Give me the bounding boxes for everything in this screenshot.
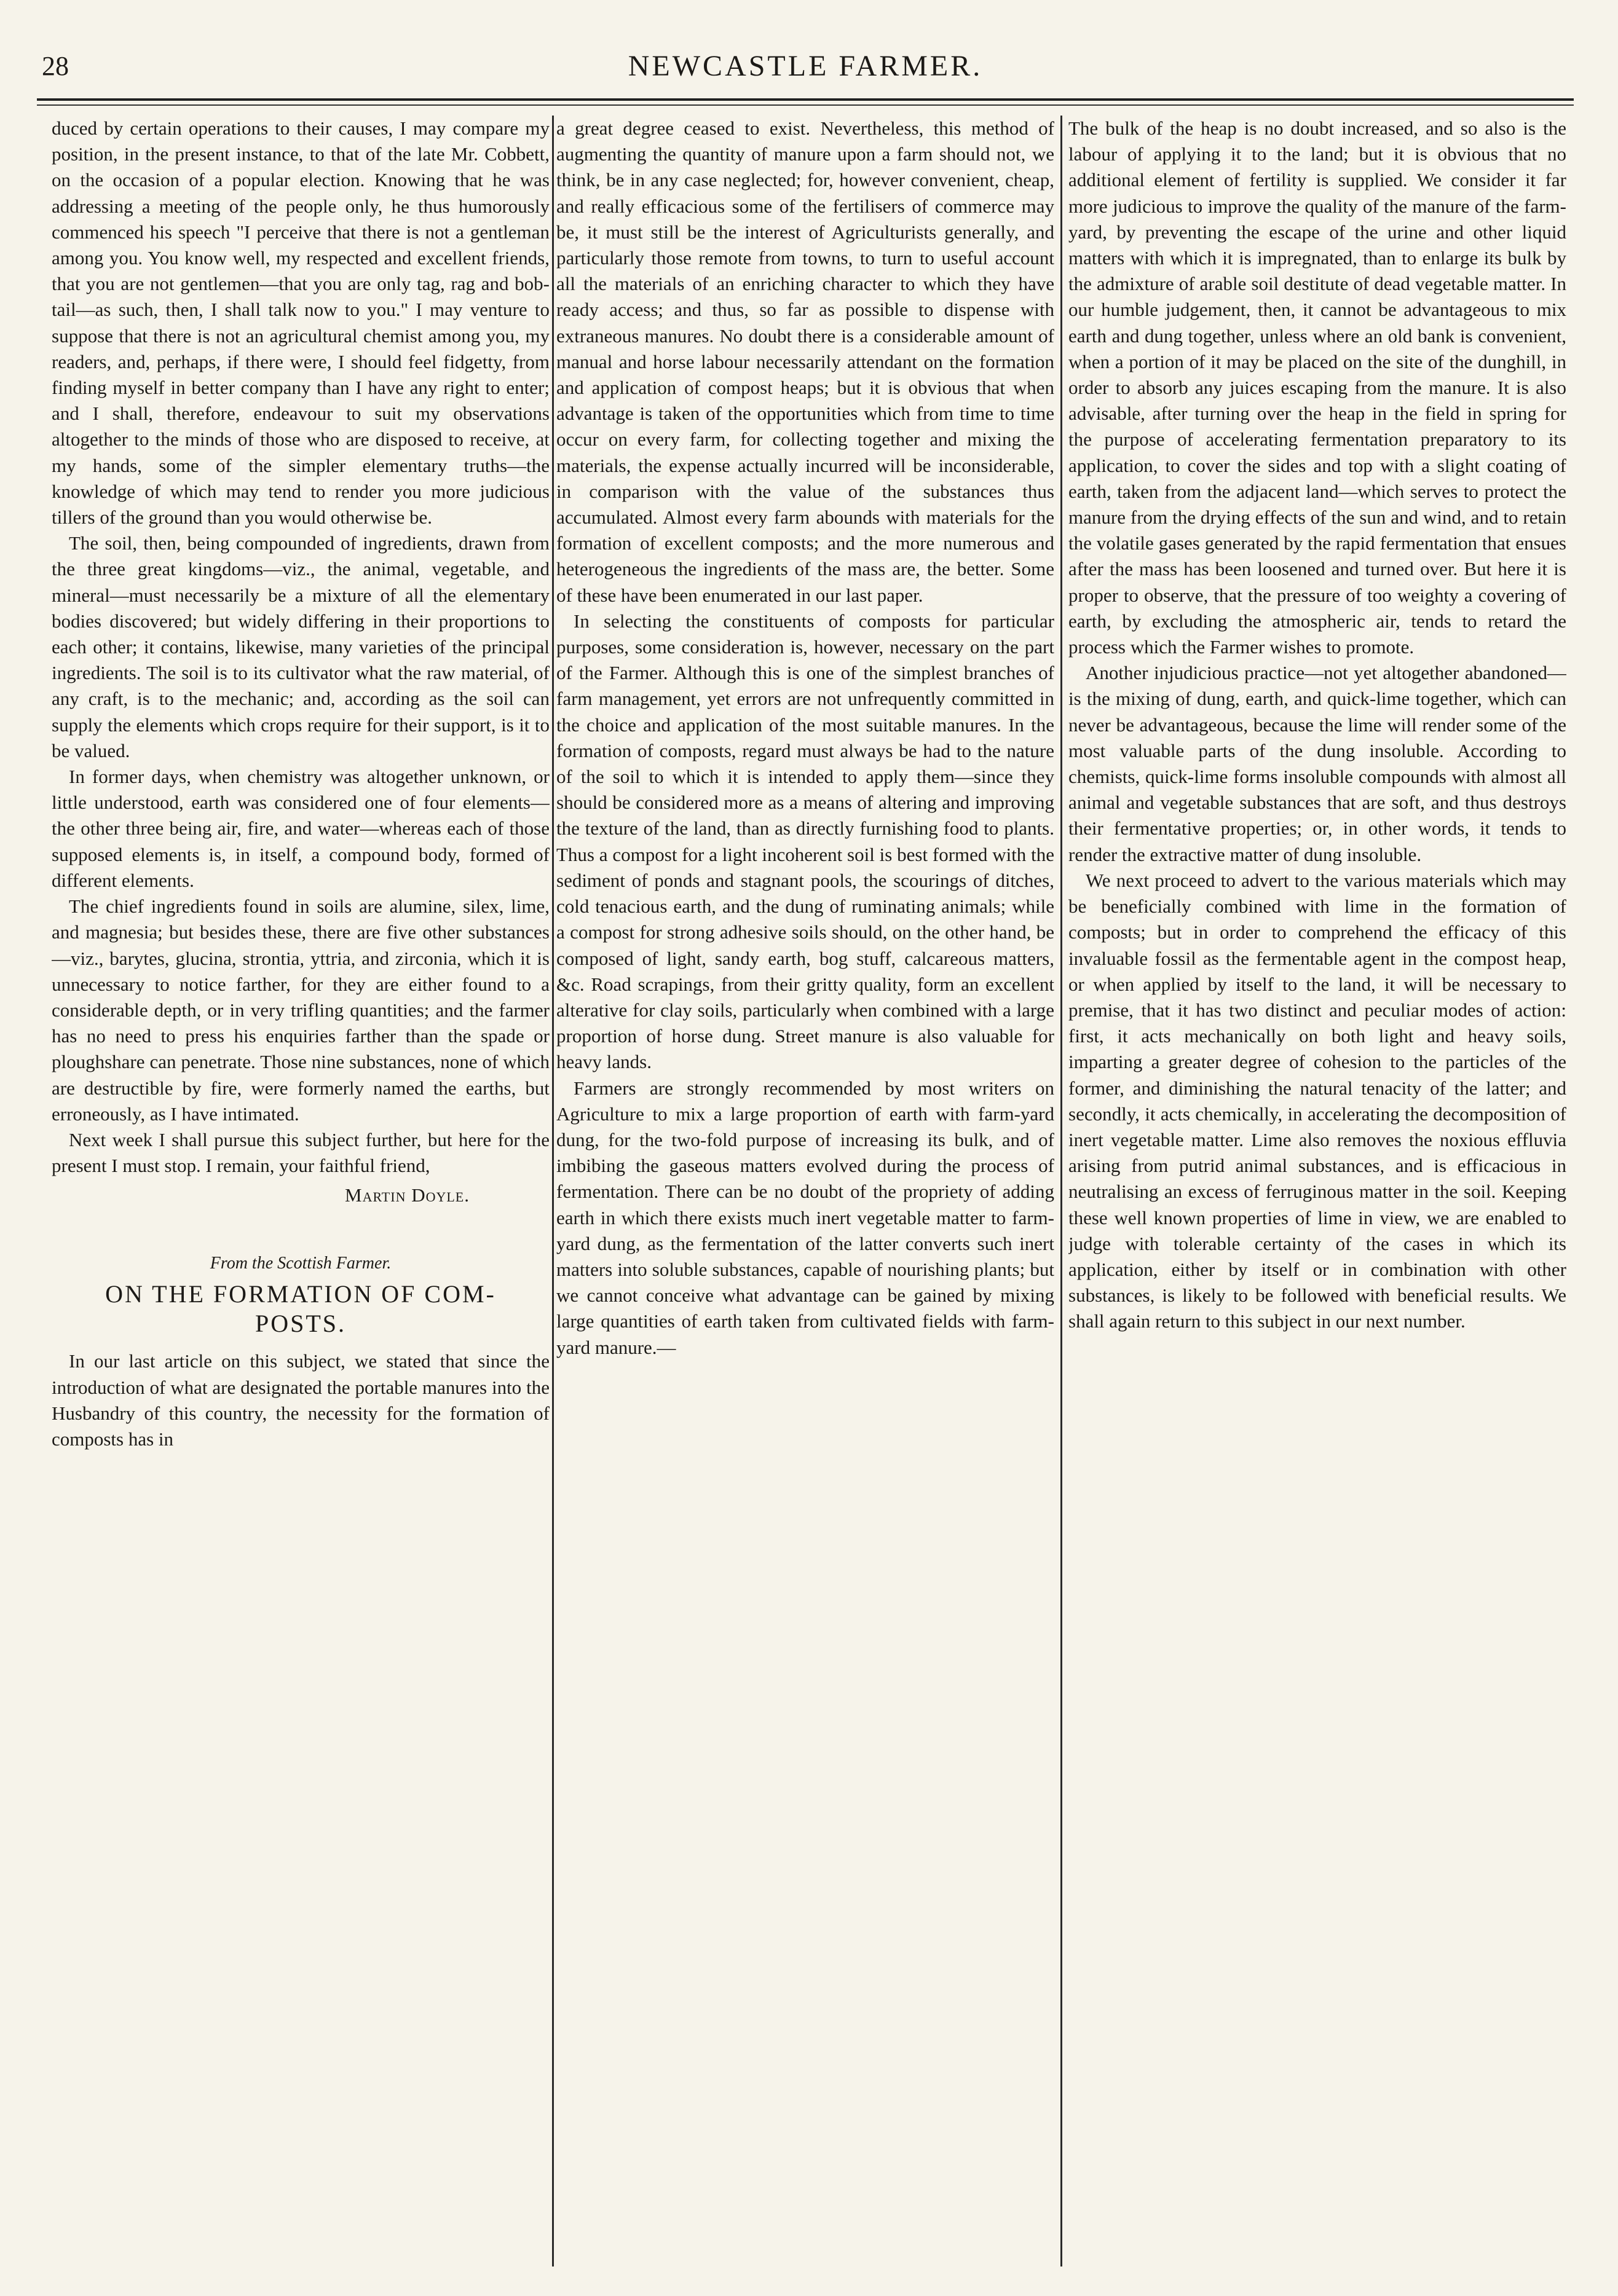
paragraph: Farmers are strongly recommended by most writers on Agriculture to mix a large proportion of earth with farm-yard dung, for the two-fold purpose of increasing its bulk, and of imbibing the gaseous matters evolved during the process of fermentation. There can be no doubt of the propriety of adding earth in which there exists much inert vegetable matter to farm-yard dung, as the fermentation of the latter converts such inert matters into soluble substances, capable of nourishing plants; but we cannot conceive what advantage can be gained by mixing large quantities of earth taken from cultivated fields with farm-yard manure.— xyxy=(556,1077,1054,1358)
article-title xyxy=(52,1280,550,1339)
header-rule-thin xyxy=(37,104,1574,106)
paragraph: The bulk of the heap is no doubt increased, and so also is the labour of applying it to the land; but it is obvious that no additional element of fertility is supplied. We consider it far more judicious to improve the quality of the manure of the farm-yard, by preventing the escape of the urine and other liquid matters with which it is impregnated, than to enlarge its bulk by the admixture of arable soil destitute of dead vegetable matter. In our humble judgement, then, it cannot be advantageous to mix earth and dung together, unless where an old bank is convenient, when a portion of it may be placed on the site of the dunghill, in order to absorb any juices escaping from the manure. It is also advisable, after turning over the heap in the field in spring for the purpose of accelerating fermentation preparatory to its application, to cover the sides and top with a slight coating of earth, taken from the adjacent land—which serves to protect the manure from the drying effects of the sun and wind, and to retain the volatile gases generated by the rapid fermentation that ensues after the mass has been loosened and turned over. But here it is proper to observe, that the pressure of too weighty a covering of earth, by excluding the atmospheric air, tends to retard the process which the Farmer wishes to promote. xyxy=(1068,117,1566,658)
paragraph: Another injudicious practice—not yet altogether abandoned—is the mixing of dung, earth, and quick-lime together, which can never be advantageous, because the lime will render some of the most valuable parts of the dung insoluble. According to chemists, quick-lime forms insoluble compounds with almost all animal and vegetable substances that are soft, and thus destroys their fermentative properties; or, in other words, it tends to render the extractive matter of dung insoluble. xyxy=(1068,662,1566,865)
column-divider-1 xyxy=(552,116,554,2267)
author-signature: Martin Doyle. xyxy=(345,1184,470,1206)
column-2 xyxy=(556,116,1054,2267)
column-divider-2 xyxy=(1060,116,1062,2267)
paragraph: Next week I shall pursue this subject further, but here for the present I must stop. I remain, your faithful friend, xyxy=(52,1128,550,1177)
running-title: NEWCASTLE FARMER. xyxy=(628,50,983,82)
header-rule xyxy=(37,98,1574,101)
paragraph: In former days, when chemistry was altogether unknown, or little understood, earth was considered one of four elements—the other three being air, fire, and water—whereas each of those supposed elements is, in itself, a compound body, formed of different elements. xyxy=(52,766,550,891)
paragraph: duced by certain operations to their causes, I may compare my position, in the present instance, to that of the late Mr. Cobbett, on the occasion of a popular election. Knowing that he was addressing a meeting of the people only, he thus humorously commenced his speech "I perceive that there is not a gentleman among you. You know well, my respected and excellent friends, that you are not gentlemen—that you are only tag, rag and bob-tail—as such, then, I shall talk now to you." I may venture to suppose that there is not an agricultural chemist among you, my readers, and, perhaps, if there were, I should feel fidgetty, from finding myself in better company than I have any right to enter; and I shall, therefore, endeavour to suit my observations altogether to the minds of those who are disposed to receive, at my hands, some of the simpler elementary truths—the knowledge of which may tend to render you more judicious tillers of the ground than you would otherwise be. xyxy=(52,117,550,529)
paragraph: a great degree ceased to exist. Nevertheless, this method of augmenting the quantity of manure upon a farm should not, we think, be in any case neglected; for, however convenient, cheap, and really efficacious some of the fertilisers of commerce may be, it must still be the interest of Agriculturists generally, and particularly those remote from towns, to turn to useful account all the materials of an enriching character to which they have ready access; and thus, so far as possible to dispense with extraneous manures. No doubt there is a considerable amount of manual and horse labour necessarily attendant on the formation and application of compost heaps; but it is obvious that when advantage is taken of the opportunities which from time to time occur on every farm, for collecting together and mixing the materials, the expense actually incurred will be inconsiderable, in comparison with the value of the substances thus accumulated. Almost every farm abounds with materials for the formation of excellent composts; and the more numerous and heterogeneous the ingredients of the mass are, the better. Some of these have been enumerated in our last paper. xyxy=(556,117,1054,606)
column-1 xyxy=(52,116,550,2267)
paragraph: In our last article on this subject, we stated that since the introduction of what are designated the portable manures into the Husbandry of this country, the necessity for the formation of composts has in xyxy=(52,1350,550,1450)
page-number: 28 xyxy=(42,51,69,81)
paragraph: In selecting the constituents of composts for particular purposes, some consideration is, however, necessary on the part of the Farmer. Although this is one of the simplest branches of farm management, yet errors are not unfrequently committed in the choice and application of the most suitable manures. In the formation of composts, regard must always be had to the nature of the soil to which it is intended to apply them—since they should be considered more as a means of altering and improving the texture of the land, than as directly furnishing food to plants. Thus a compost for a light incoherent soil is best formed with the sediment of ponds and stagnant pools, the scourings of ditches, cold tenacious earth, and the dung of ruminating animals; while a compost for strong adhesive soils should, on the other hand, be composed of light, sandy earth, bog stuff, calcareous matters, &c. Road scrapings, from their gritty quality, form an excellent alterative for clay soils, particularly when combined with a large proportion of horse dung. Street manure is also valuable for heavy lands. xyxy=(556,610,1054,1073)
paragraph: The chief ingredients found in soils are alumine, silex, lime, and magnesia; but besides these, there are five other substances—viz., barytes, glucina, strontia, yttria, and zirconia, which it is unnecessary to notice farther, for they are either found to a considerable depth, or in very trifling quantities; and the farmer has no need to press his enquiries farther than the spade or ploughshare can penetrate. Those nine substances, none of which are destructible by fire, were formerly named the earths, but erroneously, as I have intimated. xyxy=(52,895,550,1125)
column-3 xyxy=(1068,116,1566,2267)
article-source: From the Scottish Farmer. xyxy=(210,1254,392,1273)
article-title-line-1: ON THE FORMATION OF COM- xyxy=(105,1280,496,1308)
page-header xyxy=(37,44,1574,96)
paragraph: We next proceed to advert to the various materials which may be beneficially combined with lime in the formation of composts; but in order to comprehend the efficacy of this invaluable fossil as the fermentable agent in the compost heap, or when applied by itself to the land, it will be necessary to premise, that it has two distinct and peculiar modes of action: first, it acts mechanically on both light and heavy soils, imparting a greater degree of cohesion to the particles of the former, and diminishing the natural tenacity of the latter; and secondly, it acts chemically, in accelerating the decomposition of inert vegetable matter. Lime also removes the noxious effluvia arising from putrid animal substances, and is efficacious in neutralising an excess of ferruginous matter in the soil. Keeping these well known properties of lime in view, we are enabled to judge with tolerable certainty of the cases in which its application, either by itself or in combination with other substances, is likely to be followed with beneficial results. We shall again return to this subject in our next number. xyxy=(1068,869,1566,1332)
paragraph: The soil, then, being compounded of ingredients, drawn from the three great kingdoms—viz., the animal, vegetable, and mineral—must necessarily be a mixture of all the elementary bodies discovered; but widely differing in their proportions to each other; it contains, likewise, many varieties of the principal ingredients. The soil is to its cultivator what the raw material, of any craft, is to the mechanic; and, according as the soil can supply the elements which crops require for their support, is it to be valued. xyxy=(52,532,550,761)
article-title-line-2: POSTS. xyxy=(255,1310,347,1338)
signoff xyxy=(52,1182,550,1208)
